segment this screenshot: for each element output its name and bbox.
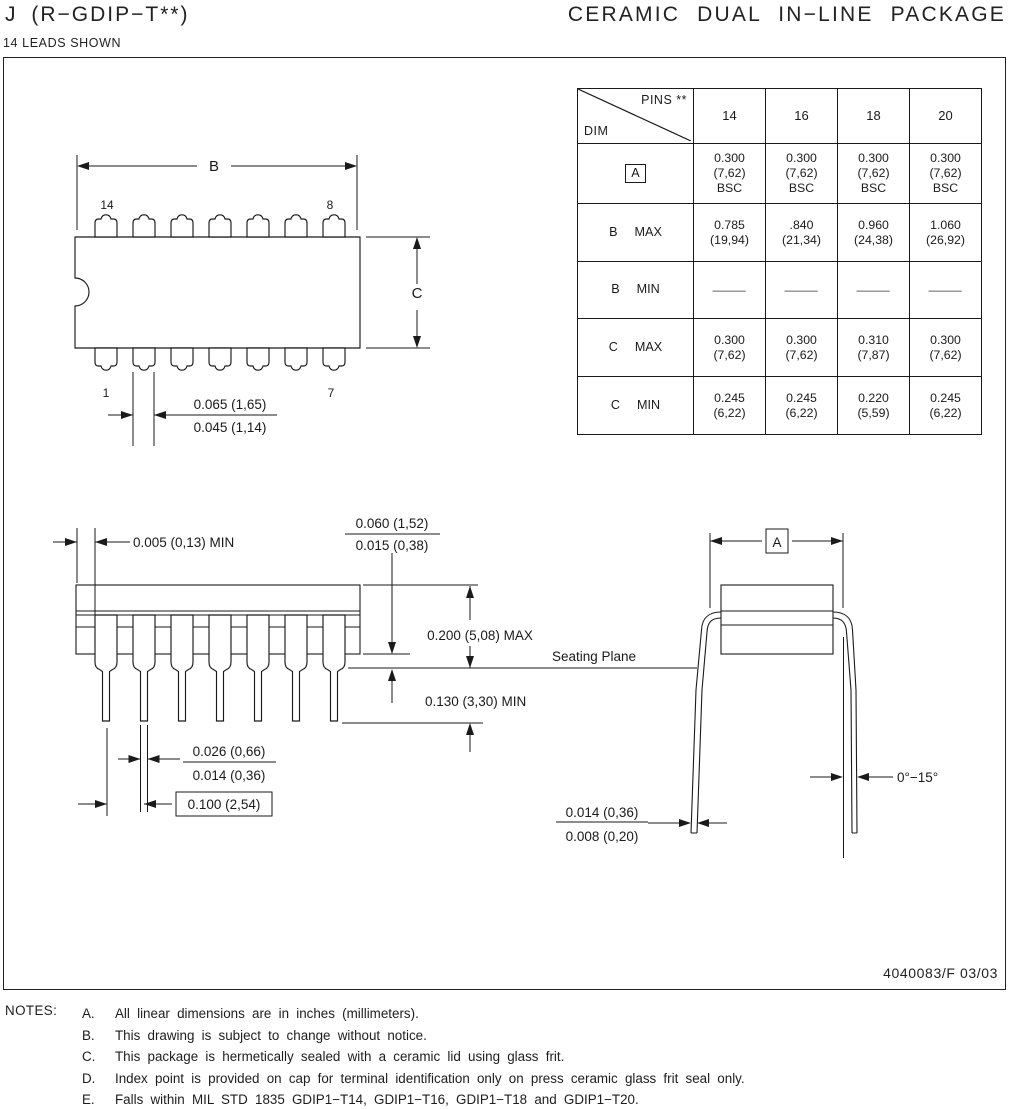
col-header-16: 16 [765, 89, 837, 143]
table-cell: 0.300 (7,62) [909, 318, 981, 376]
table-cell: 0.245 (6,22) [909, 376, 981, 434]
pin-7-label: 7 [327, 386, 335, 400]
row-label-c-min: C MIN [578, 376, 693, 434]
table-cell: — [909, 261, 981, 318]
note-item: B. This drawing is subject to change without notice. [82, 1027, 427, 1043]
dim-a-label: A [772, 535, 782, 550]
table-corner-cell [578, 89, 693, 143]
side-lead-width-min-label: 0.014 (0,36) [192, 768, 266, 783]
table-cell: 0.245 (6,22) [693, 376, 765, 434]
lead-length-label: 0.130 (3,30) MIN [425, 694, 527, 709]
row-label-a: A [578, 143, 693, 203]
pin-8-label: 8 [326, 198, 334, 212]
table-cell: .840 (21,34) [765, 203, 837, 261]
seating-plane-label: Seating Plane [552, 649, 637, 664]
notes-section [5, 1003, 745, 1109]
table-cell: 0.300 (7,62) BSC [765, 143, 837, 203]
lead-width-max-label: 0.065 (1,65) [193, 397, 267, 412]
table-cell: 0.245 (6,22) [765, 376, 837, 434]
table-cell: 0.300 (7,62) [693, 318, 765, 376]
table-cell: 0.310 (7,87) [837, 318, 909, 376]
lead-width-min-label: 0.045 (1,14) [193, 420, 267, 435]
side-lead-width-max-label: 0.026 (0,66) [192, 744, 266, 759]
pins-header: PINS ** [641, 93, 687, 107]
page-title: CERAMIC DUAL IN−LINE PACKAGE [567, 3, 1006, 26]
leads-shown-label: 14 LEADS SHOWN [3, 36, 122, 50]
dim-b-label: B [208, 158, 220, 175]
lead-thickness-min-label: 0.008 (0,20) [565, 829, 639, 844]
table-cell: 0.300 (7,62) BSC [693, 143, 765, 203]
package-code: J (R−GDIP−T**) [5, 3, 190, 26]
table-cell: 0.960 (24,38) [837, 203, 909, 261]
col-header-20: 20 [909, 89, 981, 143]
col-header-18: 18 [837, 89, 909, 143]
row-label-b-max: B MAX [578, 203, 693, 261]
table-cell: 0.300 (7,62) BSC [909, 143, 981, 203]
pitch-label: 0.100 (2,54) [187, 797, 261, 812]
dim-c-label: C [411, 285, 423, 302]
document-number: 4040083/F 03/03 [883, 965, 998, 981]
pin-14-label: 14 [100, 198, 114, 212]
table-cell: 0.300 (7,62) [765, 318, 837, 376]
dimension-table [577, 88, 982, 435]
standoff-label: 0.005 (0,13) MIN [133, 535, 235, 550]
note-item: C. This package is hermetically sealed with a ceramic lid using glass frit. [82, 1049, 565, 1065]
shoulder-max-label: 0.060 (1,52) [355, 516, 429, 531]
note-item: E. Falls within MIL STD 1835 GDIP1−T14, GDIP1−T16, GDIP1−T18 and GDIP1−T20. [82, 1092, 639, 1108]
table-cell: 0.220 (5,59) [837, 376, 909, 434]
lead-thickness-max-label: 0.014 (0,36) [565, 805, 639, 820]
notes-label: NOTES: [5, 1003, 58, 1018]
corner-diagonal [578, 89, 691, 141]
notes-list [82, 1003, 745, 1109]
col-header-14: 14 [693, 89, 765, 143]
note-item: D. Index point is provided on cap for terminal identification only on press ceramic glass frit seal only. [82, 1070, 745, 1086]
table-cell: 0.785 (19,94) [693, 203, 765, 261]
table-cell: 0.300 (7,62) BSC [837, 143, 909, 203]
lead-angle-label: 0°−15° [897, 770, 939, 785]
table-cell: 1.060 (26,92) [909, 203, 981, 261]
body-height-label: 0.200 (5,08) MAX [427, 628, 533, 643]
row-label-c-max: C MAX [578, 318, 693, 376]
note-item: A. All linear dimensions are in inches (millimeters). [82, 1006, 419, 1021]
pin-1-label: 1 [102, 386, 110, 400]
shoulder-min-label: 0.015 (0,38) [355, 538, 429, 553]
table-cell: — [693, 261, 765, 318]
dim-header: DIM [584, 123, 609, 138]
row-label-b-min: B MIN [578, 261, 693, 318]
table-cell: — [837, 261, 909, 318]
table-cell: — [765, 261, 837, 318]
